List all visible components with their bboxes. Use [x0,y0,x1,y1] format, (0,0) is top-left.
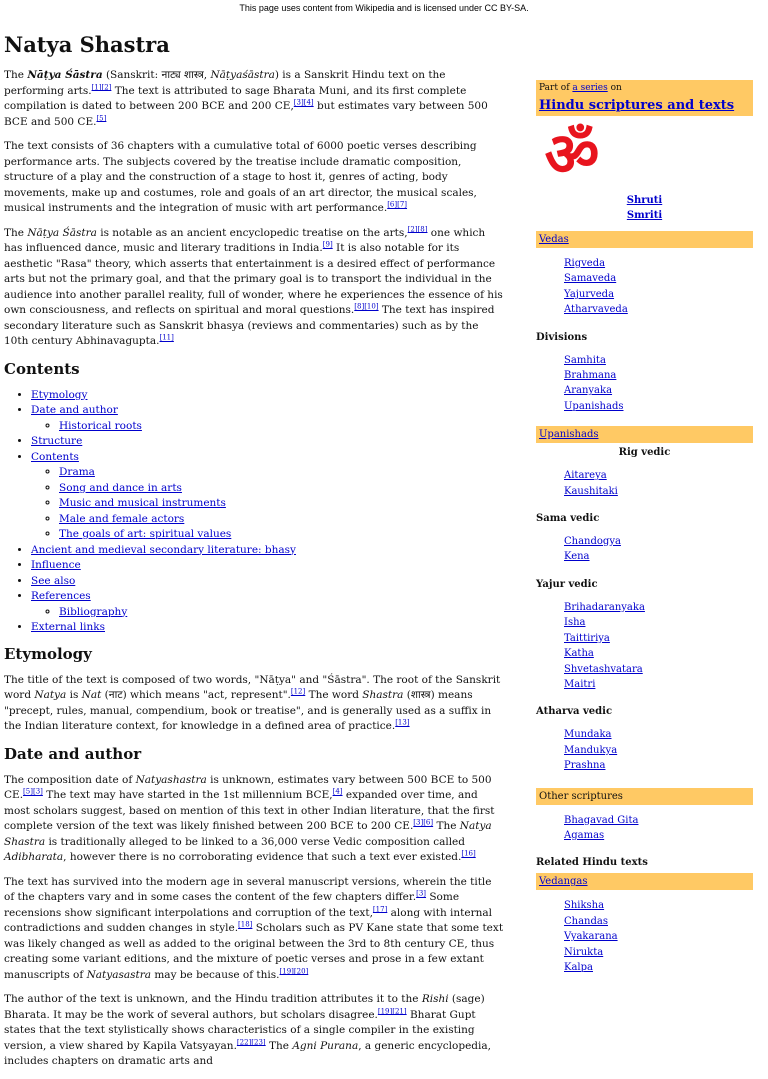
text: on [607,83,622,93]
intro-paragraph-2 [4,139,504,217]
vedangas-list [536,898,753,975]
text: The [4,226,28,239]
sidebar-link-upanishads[interactable]: Upanishads [564,400,624,412]
citation[interactable]: [8][10] [354,302,379,311]
date-author-paragraph-2 [4,875,504,984]
toc-link-contents[interactable]: Contents [31,450,79,463]
intro-paragraph-1 [4,68,504,130]
toc-link-references[interactable]: References [31,590,91,602]
sidebar-list-item [564,662,753,677]
text: Some recensions show significant interpolations and corruption of the text, [4,891,460,919]
etymology-paragraph [4,673,504,735]
om-symbol-icon [538,120,608,186]
toc-item [31,403,504,434]
text: Natyasastra [86,968,152,981]
citation[interactable]: [16] [461,849,476,858]
sidebar-link-kaushitaki[interactable]: Kaushitaki [564,485,618,497]
toc-link-male-and-female-actors[interactable]: Male and female actors [59,512,185,525]
text: Scholars such as PV Kane state that some text was likely changed as well as added to the original between the 3rd to 8th century CE, thus creating some variant editions, and the mixture of poetic verses and prose in a few extant manuscripts of [4,922,504,981]
toc-link-song-and-dance-in-arts[interactable]: Song and dance in arts [59,481,182,494]
text: but estimates vary between 500 BCE and 500 CE. [4,100,488,128]
text: (sage) Bharata. It may be the work of several authors, but scholars disagree. [4,993,485,1021]
text: Nāṭya Śāstra [27,226,97,239]
date-author-paragraph-3 [4,992,504,1070]
sidebar-list-item [564,828,753,843]
text: is notable as an ancient encyclopedic treatise on the arts, [96,226,408,239]
table-of-contents [4,388,504,636]
citation[interactable]: [4] [332,787,343,796]
sidebar-link-kalpa[interactable]: Kalpa [564,961,593,973]
citation[interactable]: [3][6] [413,818,434,827]
sama-vedic-list [536,534,753,565]
sidebar-list-item [564,271,753,286]
sidebar-list-item [564,914,753,929]
text: The title of the text is composed of two words, "Nāṭya" and "Śāstra". The root of the Sanskrit word [4,673,501,701]
series-link[interactable]: a series [572,83,608,93]
sidebar-link-agamas[interactable]: Agamas [564,829,605,841]
om-glyph: ॐ [544,120,600,186]
text: The text consists of 36 chapters with a cumulative total of 6000 poetic verses describing performance arts. The subjects covered by the treatise include dramatic composition, structure of a play and the construction of a stage to host it, genres of acting, body movements, make up and costumes, role and goals of an art director, the musical scales, musical instruments and the integration of music with art performance. [4,140,477,214]
toc-subitem [59,481,504,497]
sidebar-link-aitareya[interactable]: Aitareya [564,470,607,482]
sidebar-list-item [564,302,753,317]
shruti-link[interactable]: Shruti [626,195,663,206]
sidebar-list-item [564,484,753,499]
toc-sublist [31,605,504,621]
divisions-list [536,353,753,415]
sidebar-link-bhagavad-gita[interactable]: Bhagavad Gita [564,814,639,826]
sidebar-link-prashna[interactable]: Prashna [564,760,606,772]
text: expanded over time, and most scholars suggest, based on mention of this text in other Indian literature, that the first complete version of the text was likely finished between 200 BCE to 200 CE. [4,789,495,832]
upanishads-bar [536,426,753,443]
toc-link-drama[interactable]: Drama [59,466,95,478]
sidebar-list-item [564,631,753,646]
yajur-vedic-heading: Yajur vedic [536,578,598,590]
citation[interactable]: [19][20] [279,967,309,975]
citation[interactable]: [9] [322,240,333,249]
sidebar-title-link[interactable]: Hindu scriptures and texts [539,98,735,113]
citation[interactable]: [5][3] [23,787,43,796]
text: Nāṭya Śāstra [27,69,103,81]
text: The text is attributed to sage Bharata Muni, and its first complete compilation is dated to between 200 BCE and 200 CE, [4,84,467,112]
vedangas-link[interactable]: Vedangas [539,876,588,888]
toc-list [4,388,504,636]
sidebar-link-katha[interactable]: Katha [564,648,594,660]
text: , however there is no corroborating evidence that such a text ever existed. [63,851,462,863]
sidebar-list-item [564,534,753,549]
sidebar-list-item [564,677,753,692]
sidebar-list-item [564,727,753,742]
text: (नाट) which means "act, represent". [101,689,291,701]
sidebar-list-item [564,929,753,944]
toc-link-music-and-musical-instruments[interactable]: Music and musical instruments [59,497,226,509]
text: is traditionally alleged to be linked to a 36,000 verse Vedic composition called [45,835,465,848]
sidebar-link-shvetashvatara[interactable]: Shvetashvatara [564,663,643,675]
rig-vedic-list [536,468,753,499]
yajur-vedic-list [536,600,753,692]
toc-link-influence[interactable]: Influence [31,559,81,571]
text: , a generic encyclopedia, includes chapters on dramatic arts and [4,1039,491,1067]
sidebar-list-item [564,615,753,630]
divisions-heading: Divisions [536,331,588,343]
license-notice: This page uses content from Wikipedia and is licensed under CC BY-SA. [239,3,529,13]
citation[interactable]: [11] [159,333,174,342]
other-scriptures-bar: Other scriptures [536,788,753,805]
text: Rishi [421,993,449,1005]
text: The [433,820,460,832]
etymology-heading: Etymology [4,644,92,663]
smriti-link[interactable]: Smriti [626,210,663,221]
sidebar-link-brahmana[interactable]: Brahmana [564,370,617,382]
hindu-scriptures-sidebar [536,80,753,975]
atharva-vedic-list [536,727,753,773]
citation[interactable]: [6][7] [387,200,408,209]
text: Agni Purana [292,1039,359,1052]
sidebar-link-mundaka[interactable]: Mundaka [564,729,612,741]
sidebar-link-aranyaka[interactable]: Aranyaka [564,385,613,397]
toc-link-external-links[interactable]: External links [31,621,105,633]
toc-item [31,450,504,543]
toc-link-structure[interactable]: Structure [31,435,83,447]
citation[interactable]: [5] [96,114,107,122]
text: (शास्त्र) means "precept, rules, manual, compendium, book or treatise", and is generally used as a suffix in the Indian literature context, for knowledge in a defined area of practice. [4,689,492,732]
date-author-heading: Date and author [4,744,142,763]
citation[interactable]: [1][2] [91,83,112,91]
vedas-bar [536,231,753,248]
text: The text has survived into the modern age in several manuscript versions, wherein the title of the chapters vary and in some cases the content of the few chapters differ. [4,875,492,903]
sidebar-link-brihadaranyaka[interactable]: Brihadaranyaka [564,601,645,613]
text: The [265,1039,293,1052]
vedas-link[interactable]: Vedas [539,234,569,245]
toc-link-bibliography[interactable]: Bibliography [59,605,128,618]
toc-item [31,589,504,620]
sidebar-link-mandukya[interactable]: Mandukya [564,744,618,756]
sidebar-link-nirukta[interactable]: Nirukta [564,946,604,958]
sidebar-list-item [564,287,753,302]
toc-item [31,558,504,574]
toc-subitem [59,419,504,435]
text: (Sanskrit: नाट्य शास्त्र, [102,69,211,81]
contents-heading: Contents [4,359,80,378]
sidebar-list-item [564,646,753,661]
sidebar-list-item [564,468,753,483]
citation[interactable]: [12] [290,687,306,696]
sidebar-link-vyakarana[interactable]: Vyakarana [564,931,618,943]
citation[interactable]: [17] [372,905,388,913]
text: Adibharata [4,851,64,863]
toc-item [31,574,504,590]
date-author-paragraph-1 [4,773,504,866]
text: It is also notable for its aesthetic "Rasa" theory, which asserts that entertainment is a desired effect of performance arts but not the primary goal, and that the primary goal is to transport the individual in the audience into another parallel reality, full of wonder, where he experiences the essence of his own consciousness, and reflects on spiritual and moral questions. [4,242,503,316]
sidebar-link-shiksha[interactable]: Shiksha [564,900,605,912]
sidebar-link-chandogya[interactable]: Chandogya [564,536,621,548]
toc-subitem [59,527,504,543]
toc-link-date-and-author[interactable]: Date and author [31,404,118,416]
text: Part of [539,83,573,93]
text: Shastra [362,689,404,701]
toc-link-the-goals-of-art-spiritual-values[interactable]: The goals of art: spiritual values [59,528,232,540]
toc-subitem [59,512,504,528]
citation[interactable]: [22][23] [236,1038,266,1046]
toc-link-see-also[interactable]: See also [31,574,76,587]
toc-item [31,388,504,404]
sidebar-list-item [564,960,753,975]
text: is [66,689,82,701]
sidebar-link-chandas[interactable]: Chandas [564,915,608,927]
sidebar-link-maitri[interactable]: Maitri [564,678,596,690]
toc-item [31,434,504,450]
rig-vedic-heading: Rig vedic [618,447,671,459]
sidebar-link-atharvaveda[interactable]: Atharvaveda [564,304,628,316]
toc-item [31,543,504,559]
text: may be because of this. [151,968,280,981]
sidebar-list-item [564,549,753,564]
sidebar-link-rigveda[interactable]: Rigveda [564,258,606,269]
sidebar-link-kena[interactable]: Kena [564,551,590,563]
sidebar-list-item [564,743,753,758]
citation[interactable]: [3][4] [293,98,314,107]
series-line [539,81,750,96]
om-symbol-icon [536,120,753,191]
text: ) is a Sanskrit Hindu text on the performing arts. [4,69,446,97]
text: Bharat Gupt states that the text stylistically shows characteristics of a single compiler in the existing version, a view shared by Kapila Vatsyayan. [4,1008,476,1052]
text: The text may have started in the 1st millennium BCE, [42,789,333,801]
text: Natyashastra [135,773,207,786]
text: The word [305,689,363,701]
sidebar-list-item [564,758,753,773]
citation[interactable]: [19][21] [377,1007,407,1015]
vedangas-bar [536,873,753,890]
text: Natya [34,689,67,701]
other-scriptures-list [536,813,753,844]
citation[interactable]: [3] [416,889,427,898]
sidebar-list-item [564,383,753,398]
sidebar-link-samhita[interactable]: Samhita [564,354,606,366]
text: one which has influenced dance, music and literary traditions in India. [4,226,486,254]
text: along with internal contradictions and sudden changes in style. [4,906,493,934]
sidebar-header [536,80,753,116]
sidebar-list-item [564,813,753,828]
text: Nat [81,689,102,701]
atharva-vedic-heading: Atharva vedic [536,706,613,718]
sidebar-list-item [564,945,753,960]
citation[interactable]: [13] [395,718,410,727]
text: The composition date of [4,773,136,786]
toc-link-etymology[interactable]: Etymology [31,388,88,401]
sama-vedic-heading: Sama vedic [536,513,600,525]
sidebar-list-item [564,368,753,383]
toc-link-historical-roots[interactable]: Historical roots [59,419,142,432]
toc-subitem [59,465,504,481]
sidebar-list-item [564,399,753,414]
citation[interactable]: [2][8] [407,225,428,233]
sidebar-link-isha[interactable]: Isha [564,617,586,629]
sidebar-link-taittiriya[interactable]: Taittiriya [564,632,610,644]
text: Nāṭyaśāstra [210,69,275,81]
toc-sublist [31,465,504,543]
toc-item [31,620,504,636]
sidebar-list-item [564,256,753,271]
toc-sublist [31,419,504,435]
article-body [4,68,504,1079]
sidebar-list-item [564,600,753,615]
sidebar-link-yajurveda[interactable]: Yajurveda [564,288,615,300]
upanishads-link[interactable]: Upanishads [539,429,599,441]
citation[interactable]: [18] [238,920,253,929]
sidebar-link-samaveda[interactable]: Samaveda [564,273,617,285]
sidebar-list-item [564,898,753,913]
text: The [4,69,28,81]
text: The text has inspired secondary literature such as Sanskrit bhasya (reviews and commentaries) such as by the 10th century Abhinavagupta. [4,304,495,347]
toc-subitem [59,496,504,512]
vedas-list [536,256,753,318]
text: Natya Shastra [4,820,492,848]
intro-paragraph-3 [4,226,504,350]
text: The author of the text is unknown, and the Hindu tradition attributes it to the [4,993,422,1005]
sidebar-list-item [564,353,753,368]
related-texts-heading: Related Hindu texts [536,857,648,869]
toc-link-ancient-and-medieval-secondary-literature-bhasy[interactable]: Ancient and medieval secondary literature: bhasy [31,543,296,556]
text: is unknown, estimates vary between 500 BCE to 500 CE. [4,773,492,801]
page-title: Natya Shastra [4,32,170,57]
toc-subitem [59,605,504,621]
